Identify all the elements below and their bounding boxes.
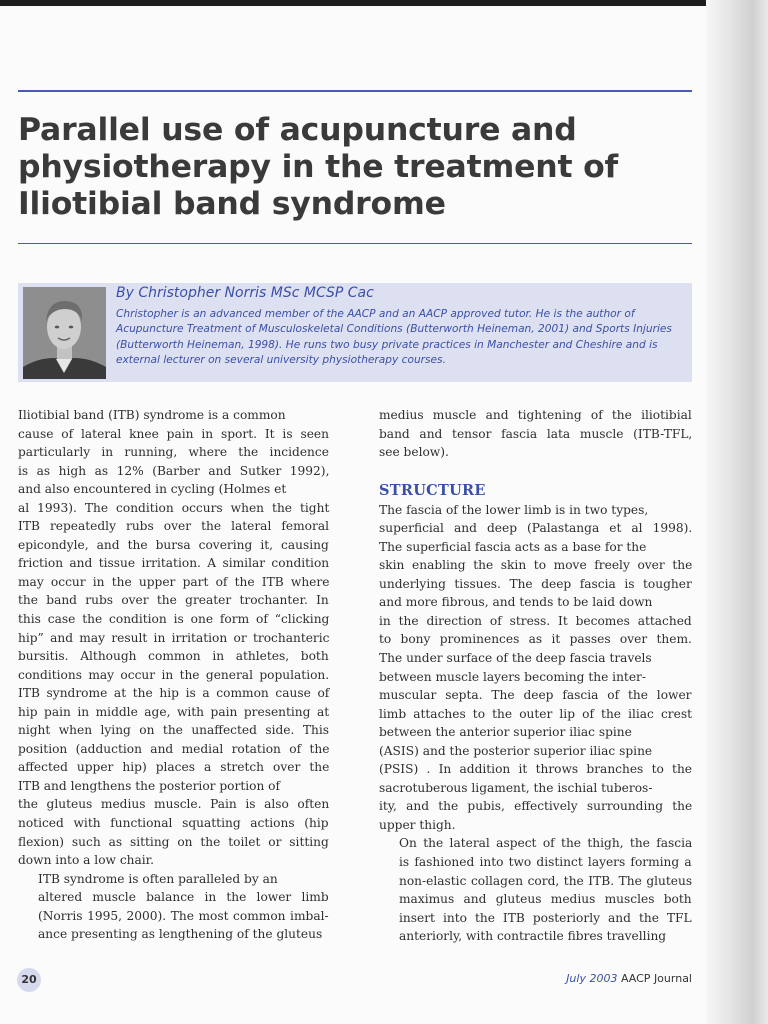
text-line: epicondyle, and the bursa covering it, causing [18,537,329,552]
text-line: noticed with functional squatting actions (hip [18,816,329,831]
footer-date: July 2003 [566,972,618,985]
text-line: ance presenting as lengthening of the gluteus [38,927,323,942]
text-line: is fashioned into two distinct layers forming a [399,855,692,870]
text-line: al 1993). The condition occurs when the tight [18,500,330,515]
text-line: superficial and deep (Palastanga et al 1998). [379,521,693,536]
text-line: maximus and gluteus medius muscles both [399,892,692,907]
author-byline: By Christopher Norris MSc MCSP Cac [116,285,374,301]
article-title: Parallel use of acupuncture and physiotherapy in the treatment of Iliotibial band syndrome [18,112,619,222]
text-line: down into a low chair. [18,853,155,868]
text-line: between muscle layers becoming the inter- [379,669,646,684]
text-line: flexion) such as sitting on the toilet or sitting [18,834,329,849]
text-line: position (adduction and medial rotation of the [18,741,330,756]
text-line: night when lying on the unaffected side. This [18,723,329,738]
text-line: affected upper hip) places a stretch over the [18,760,330,775]
text-line: skin enabling the skin to move freely over the [379,558,693,573]
text-line: may occur in the upper part of the ITB where [18,574,330,589]
text-line: medius muscle and tightening of the iliotibial [379,408,692,422]
text-line: insert into the ITB posteriorly and the TFL [399,910,692,925]
text-line: ITB and lengthens the posterior portion of [18,778,281,793]
text-line: is as high as 12% (Barber and Sutker 1992), [18,463,330,478]
text-line: The fascia of the lower limb is in two types, [379,502,649,517]
text-line: and more fibrous, and tends to be laid down [379,595,653,610]
text-line: between the anterior superior iliac spine [379,725,632,740]
text-line: ity, and the pubis, effectively surrounding the [379,799,693,814]
text-line: anteriorly, with contractile fibres travelling [399,929,667,944]
page-spine-shadow [706,0,768,1024]
text-line: (PSIS) . In addition it throws branches to the [379,762,693,777]
text-line: underlying tissues. The deep fascia is tougher [379,576,692,591]
text-line: band and tensor fascia lata muscle (ITB-TFL, [379,426,693,441]
text-line: (Norris 1995, 2000). The most common imbal- [38,908,329,923]
text-line: altered muscle balance in the lower limb [38,890,329,905]
right-paragraph-3 [379,834,692,945]
right-paragraph-2 [379,501,692,835]
text-line: the band rubs over the greater trochanter. In [18,593,329,608]
text-line: the gluteus medius muscle. Pain is also often [18,797,330,812]
text-line: limb attaches to the outer lip of the iliac crest [379,706,692,721]
text-line: ITB syndrome at the hip is a common cause of [18,686,330,701]
text-line: bursitis. Although common in athletes, both [18,649,329,664]
text-line: upper thigh. [379,817,456,832]
page-number: 20 [17,968,41,992]
section-heading-structure: STRUCTURE [379,481,486,499]
left-paragraph-1 [18,406,329,870]
text-line: Iliotibial band (ITB) syndrome is a common [18,408,286,422]
text-line: hip” and may result in irritation or trochanteric [18,630,330,645]
left-paragraph-2 [18,870,329,944]
page-top-edge [0,0,768,6]
left-column [18,406,329,944]
author-box [18,283,692,382]
text-line: see below). [379,445,449,460]
text-line: non-elastic collagen cord, the ITB. The gluteus [399,873,693,888]
text-line: cause of lateral knee pain in sport. It is seen [18,426,329,441]
text-line: friction and tissue irritation. A similar condition [18,556,330,571]
text-line: The superficial fascia acts as a base for the [379,539,647,554]
title-bottom-rule [18,243,692,244]
right-paragraph-1 [379,406,692,462]
text-line: sacrotuberous ligament, the ischial tuberos- [379,780,653,795]
footer-journal: AACP Journal [620,972,692,985]
text-line: conditions may occur in the general population. [18,667,330,682]
text-line: hip pain in middle age, with pain presenting at [18,704,330,719]
text-line: (ASIS) and the posterior superior iliac spine [379,743,653,758]
text-line: The under surface of the deep fascia travels [379,651,652,666]
text-line: this case the condition is one form of “clicking [18,612,330,627]
author-photo [23,287,106,379]
text-line: On the lateral aspect of the thigh, the fascia [399,836,693,851]
title-top-rule [18,90,692,92]
text-line: and also encountered in cycling (Holmes et [18,482,287,497]
text-line: ITB syndrome is often paralleled by an [38,871,278,886]
text-line: ITB repeatedly rubs over the lateral femoral [18,519,330,534]
text-line: in the direction of stress. It becomes attached [379,613,692,628]
right-column [379,406,692,946]
text-line: muscular septa. The deep fascia of the lower [379,688,692,703]
author-bio: Christopher is an advanced member of the AACP and an AACP approved tutor. He is the author of Acupuncture Treatment of Musculoskeletal Conditions (Butterworth Heineman, 2001) and Sports Injuries (Butterworth Heineman, 1998). He runs two busy private practices in Manchester and Cheshire and is external lecturer on several university physiotherapy courses. [116,308,672,367]
running-footer [490,972,692,985]
text-line: to bony prominences as it passes over them. [379,632,692,647]
text-line: particularly in running, where the incidence [18,445,329,460]
